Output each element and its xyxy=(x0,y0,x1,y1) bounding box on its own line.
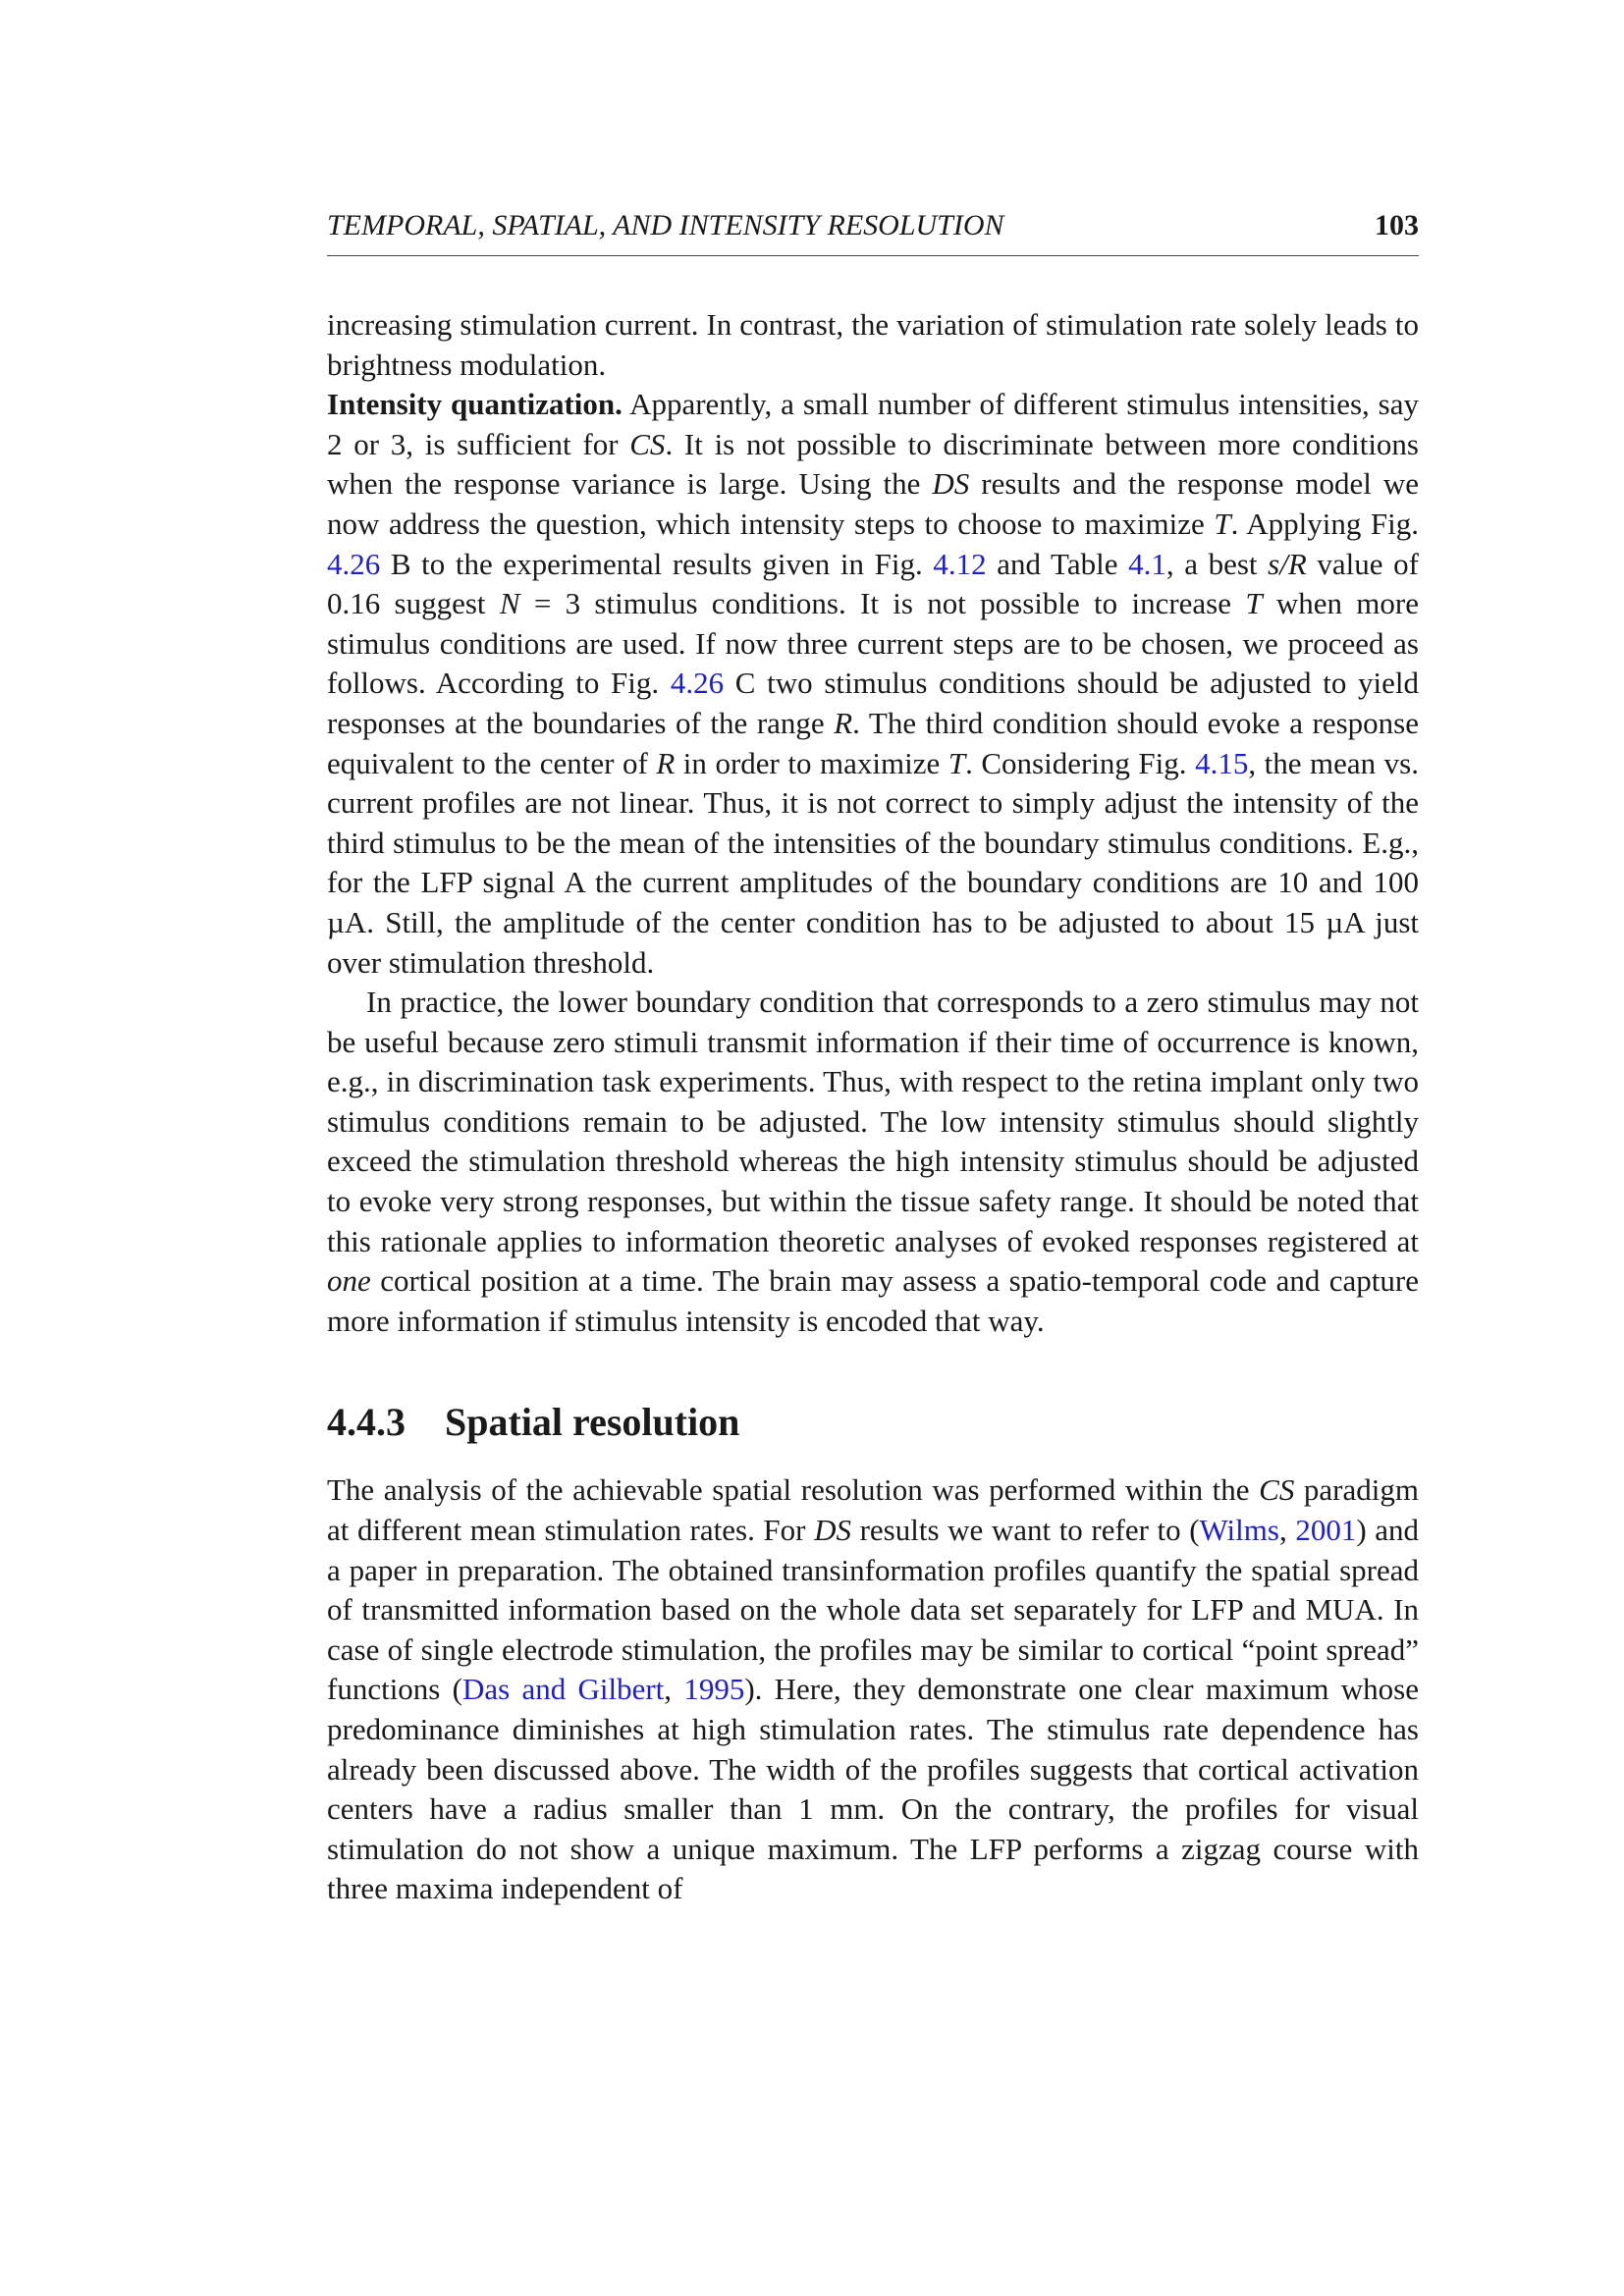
paragraph-intensity-quantization: Intensity quantization. Apparently, a small number of different stimulus intensities, say 2 or 3, is sufficient for CS. It is not possible to discriminate between more conditions when the response variance is large. Using the DS results and the response model we now address the question, which intensity steps to choose to maximize T. Applying Fig. 4.26 B to the experimental results given in Fig. 4.12 and Table 4.1, a best s/R value of 0.16 suggest N = 3 stimulus conditions. It is not possible to increase T when more stimulus conditions are used. If now three current steps are to be chosen, we proceed as follows. According to Fig. 4.26 C two stimulus conditions should be adjusted to yield responses at the boundaries of the range R. The third condition should evoke a response equivalent to the center of R in order to maximize T. Considering Fig. 4.15, the mean vs. current profiles are not linear. Thus, it is not correct to simply adjust the intensity of the third stimulus to be the mean of the intensities of the boundary stimulus conditions. E.g., for the LFP signal A the current amplitudes of the boundary conditions are 10 and 100 µA. Still, the amplitude of the center condition has to be adjusted to about 15 µA just over stimulation threshold. xyxy=(327,387,1420,980)
run-in-heading: Intensity quantization. xyxy=(327,387,623,422)
citation-link[interactable]: 2001 xyxy=(1295,1513,1357,1548)
citation-link[interactable]: 1995 xyxy=(683,1672,745,1707)
section-title: Spatial resolution xyxy=(445,1400,740,1445)
paragraph-practice: In practice, the lower boundary condition that corresponds to a zero stimulus may not be useful because zero stimuli transmit information if their time of occurrence is known, e.g., in discrimination task experiments. Thus, with respect to the retina implant only two stimulus conditions remain to be adjusted. The low intensity stimulus should slightly exceed the stimulation threshold whereas the high intensity stimulus should be adjusted to evoke very strong responses, but within the tissue safety range. It should be noted that this rationale applies to information theoretic analyses of evoked responses registered at one cortical position at a time. The brain may assess a spatio-temporal code and capture more information if stimulus intensity is encoded that way. xyxy=(327,985,1419,1338)
figure-link[interactable]: 4.26 xyxy=(327,546,381,581)
running-title: TEMPORAL, SPATIAL, AND INTENSITY RESOLUTION xyxy=(327,209,1004,241)
section-number: 4.4.3 xyxy=(327,1400,406,1445)
paragraph-continued: increasing stimulation current. In contrast, the variation of stimulation rate solely leads to brightness modulation. xyxy=(327,307,1419,382)
paragraph-spatial-resolution: The analysis of the achievable spatial resolution was performed within the CS paradigm at different mean stimulation rates. For DS results we want to refer to (Wilms, 2001) and a paper in preparation. The obtained transinformation profiles quantify the spatial spread of transmitted information based on the whole data set separately for LFP and MUA. In case of single electrode stimulation, the profiles may be similar to cortical “point spread” functions (Das and Gilbert, 1995). Here, they demonstrate one clear maximum whose predominance diminishes at high stimulation rates. The stimulus rate dependence has already been discussed above. The width of the profiles suggests that cortical activation centers have a radius smaller than 1 mm. On the contrary, the profiles for visual stimulation do not show a unique maximum. The LFP performs a zigzag course with three maxima independent of xyxy=(327,1472,1420,1906)
figure-link[interactable]: 4.15 xyxy=(1195,745,1249,780)
body-text xyxy=(327,305,1419,1909)
page-number: 103 xyxy=(1375,209,1419,241)
citation-link[interactable]: Das and Gilbert xyxy=(461,1672,665,1707)
figure-link[interactable]: 4.12 xyxy=(933,546,987,581)
running-header xyxy=(327,206,1419,256)
citation-link[interactable]: Wilms xyxy=(1199,1513,1279,1548)
figure-link[interactable]: 4.26 xyxy=(670,666,725,701)
page-content xyxy=(327,206,1419,1909)
table-link[interactable]: 4.1 xyxy=(1128,546,1166,581)
section-heading xyxy=(327,1398,1419,1447)
